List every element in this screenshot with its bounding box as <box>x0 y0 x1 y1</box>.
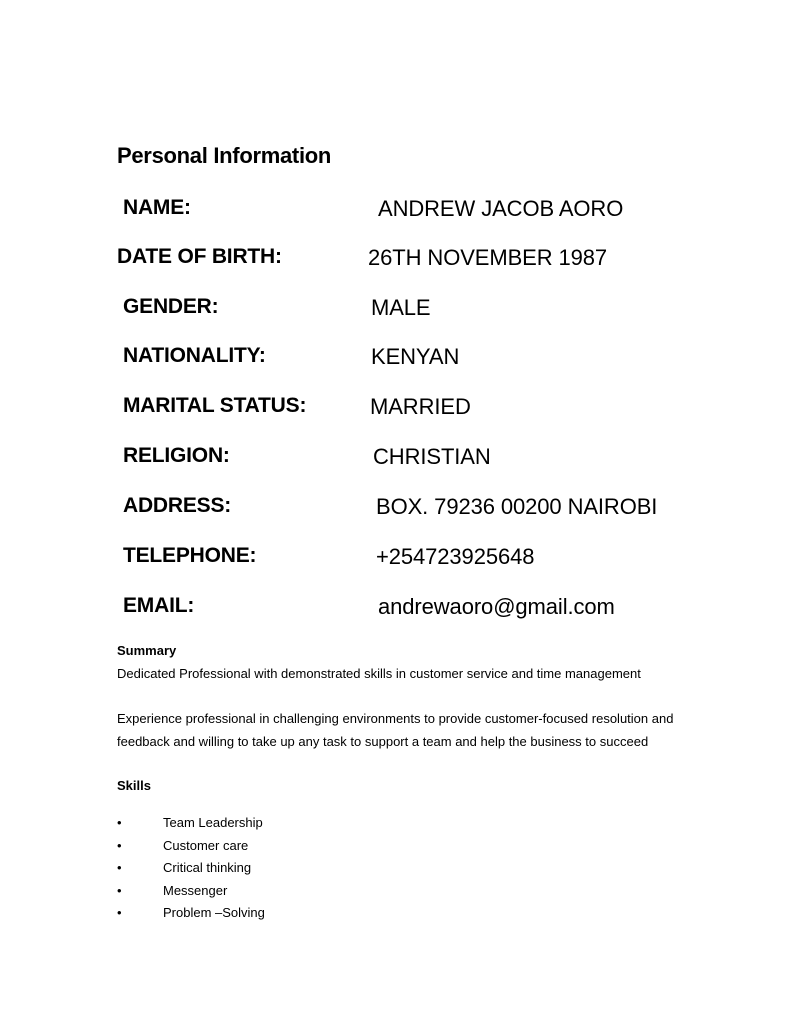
religion-value: CHRISTIAN <box>373 444 491 469</box>
info-row-email <box>0 594 791 626</box>
date-of-birth-label: DATE OF BIRTH: <box>117 245 282 268</box>
telephone-label: TELEPHONE: <box>123 544 257 567</box>
bullet-icon: • <box>117 837 122 853</box>
address-value: BOX. 79236 00200 NAIROBI <box>376 494 658 519</box>
date-of-birth-value: 26TH NOVEMBER 1987 <box>368 245 608 270</box>
info-row-telephone <box>0 544 791 576</box>
name-label: NAME: <box>123 196 191 219</box>
email-value: andrewaoro@gmail.com <box>378 594 615 619</box>
skill-label: Team Leadership <box>163 815 263 830</box>
telephone-value: +254723925648 <box>376 544 535 569</box>
info-row-gender <box>0 295 791 327</box>
skill-label: Critical thinking <box>163 860 252 875</box>
email-label: EMAIL: <box>123 594 195 617</box>
bullet-icon: • <box>117 860 122 875</box>
info-row-marital-status <box>0 394 791 426</box>
info-row-address <box>0 494 791 526</box>
bullet-icon: • <box>117 815 122 830</box>
bullet-icon: • <box>117 905 122 920</box>
marital-status-label: MARITAL STATUS: <box>123 394 307 417</box>
gender-label: GENDER: <box>123 295 219 318</box>
summary-paragraph-2: Experience professional in challenging environments to provide customer-focused resolution and feedback and willing to take up any task to support a team and help the business to succeed <box>117 711 674 749</box>
info-row-name <box>0 196 791 228</box>
marital-status-value: MARRIED <box>370 394 471 419</box>
summary-heading: Summary <box>117 643 177 658</box>
summary-paragraph-1: Dedicated Professional with demonstrated skills in customer service and time management <box>117 666 641 681</box>
info-row-religion <box>0 444 791 476</box>
name-value: ANDREW JACOB AORO <box>378 196 624 221</box>
address-label: ADDRESS: <box>123 494 232 517</box>
skill-label: Messenger <box>163 882 228 898</box>
gender-value: MALE <box>371 295 431 320</box>
skill-label: Problem –Solving <box>163 905 265 920</box>
nationality-value: KENYAN <box>371 344 460 369</box>
religion-label: RELIGION: <box>123 444 230 467</box>
info-row-date-of-birth <box>0 245 791 277</box>
info-row-nationality <box>0 344 791 376</box>
skills-heading: Skills <box>117 778 151 793</box>
skill-label: Customer care <box>163 837 249 853</box>
bullet-icon: • <box>117 882 122 898</box>
nationality-label: NATIONALITY: <box>123 344 266 367</box>
personal-information-heading: Personal Information <box>117 143 332 168</box>
